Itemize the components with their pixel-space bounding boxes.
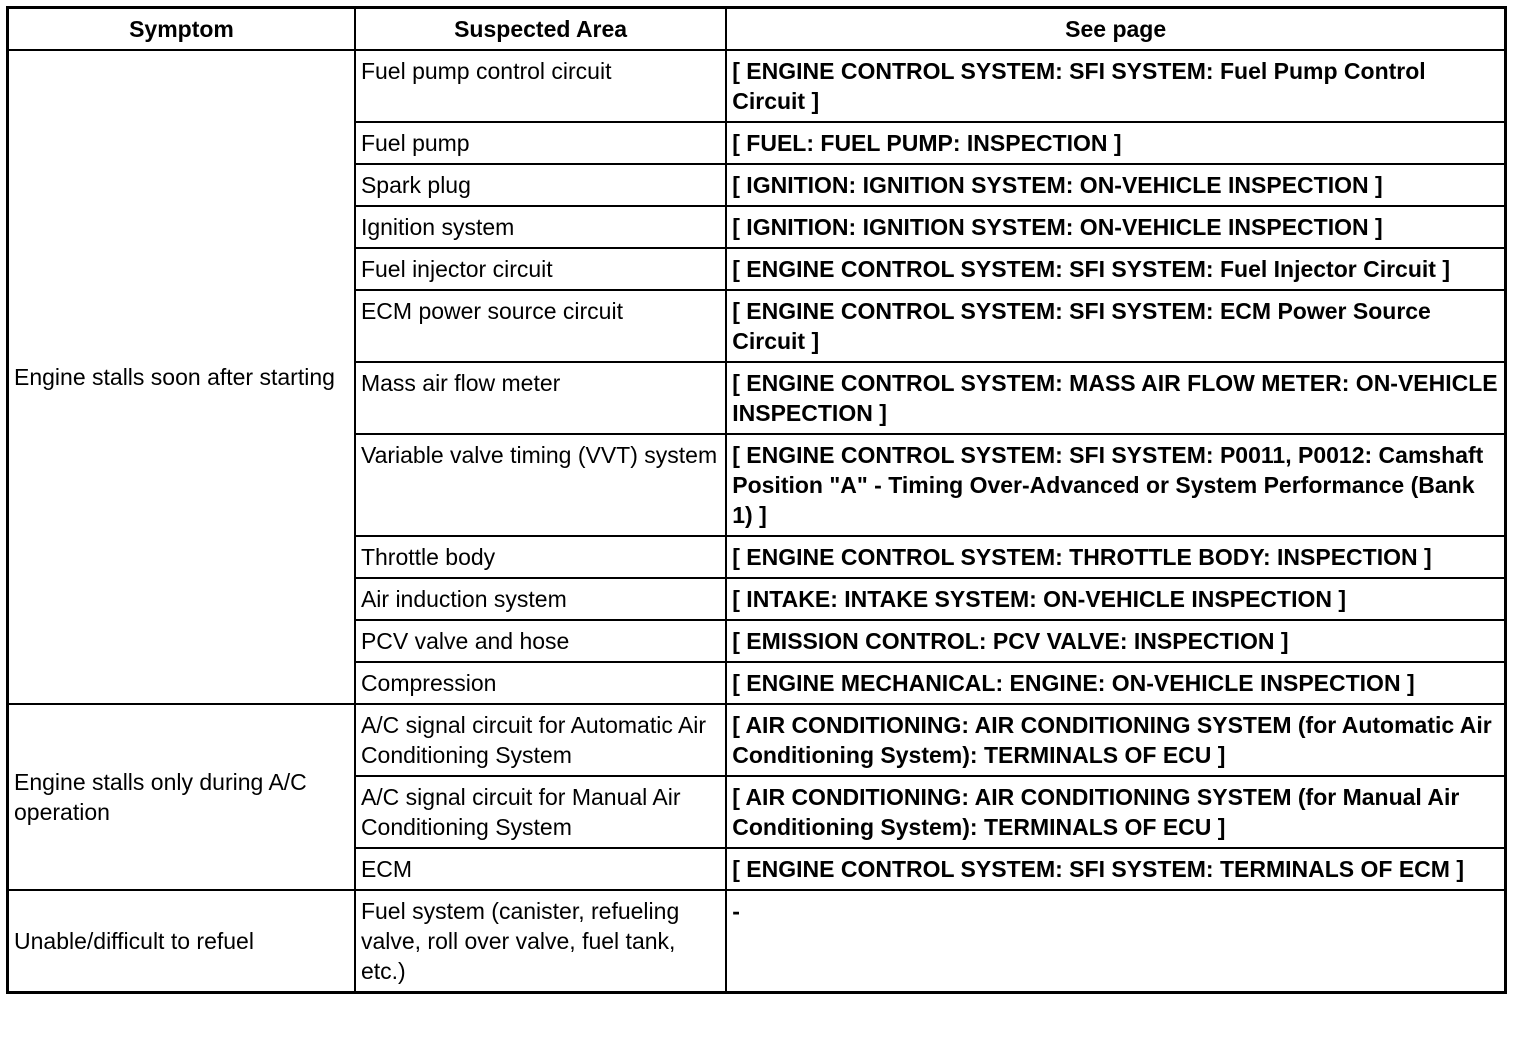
see-page-cell: [ ENGINE MECHANICAL: ENGINE: ON-VEHICLE INSPECTION ] bbox=[726, 662, 1505, 704]
see-page-cell: [ ENGINE CONTROL SYSTEM: SFI SYSTEM: Fuel Injector Circuit ] bbox=[726, 248, 1505, 290]
header-suspected-area: Suspected Area bbox=[355, 8, 726, 51]
header-symptom: Symptom bbox=[8, 8, 355, 51]
suspected-area-cell: Fuel pump control circuit bbox=[355, 50, 726, 122]
table-row bbox=[8, 890, 1506, 993]
suspected-area-cell: ECM power source circuit bbox=[355, 290, 726, 362]
suspected-area-cell: Air induction system bbox=[355, 578, 726, 620]
see-page-cell: [ ENGINE CONTROL SYSTEM: MASS AIR FLOW METER: ON-VEHICLE INSPECTION ] bbox=[726, 362, 1505, 434]
suspected-area-cell: Fuel pump bbox=[355, 122, 726, 164]
see-page-cell: [ ENGINE CONTROL SYSTEM: SFI SYSTEM: P0011, P0012: Camshaft Position "A" - Timing Over-Advanced or System Performance (Bank 1) ] bbox=[726, 434, 1505, 536]
suspected-area-cell: ECM bbox=[355, 848, 726, 890]
suspected-area-cell: A/C signal circuit for Automatic Air Conditioning System bbox=[355, 704, 726, 776]
suspected-area-cell: Compression bbox=[355, 662, 726, 704]
suspected-area-cell: Fuel system (canister, refueling valve, roll over valve, fuel tank, etc.) bbox=[355, 890, 726, 993]
suspected-area-cell: Throttle body bbox=[355, 536, 726, 578]
see-page-cell: [ ENGINE CONTROL SYSTEM: SFI SYSTEM: ECM Power Source Circuit ] bbox=[726, 290, 1505, 362]
suspected-area-cell: PCV valve and hose bbox=[355, 620, 726, 662]
see-page-cell: [ INTAKE: INTAKE SYSTEM: ON-VEHICLE INSPECTION ] bbox=[726, 578, 1505, 620]
table-row bbox=[8, 704, 1506, 776]
symptom-cell: Engine stalls soon after starting bbox=[8, 50, 355, 704]
suspected-area-cell: Ignition system bbox=[355, 206, 726, 248]
see-page-cell: [ IGNITION: IGNITION SYSTEM: ON-VEHICLE INSPECTION ] bbox=[726, 206, 1505, 248]
table-row bbox=[8, 50, 1506, 122]
see-page-cell: [ FUEL: FUEL PUMP: INSPECTION ] bbox=[726, 122, 1505, 164]
see-page-cell: [ ENGINE CONTROL SYSTEM: THROTTLE BODY: INSPECTION ] bbox=[726, 536, 1505, 578]
troubleshooting-table bbox=[6, 6, 1507, 994]
see-page-cell: [ AIR CONDITIONING: AIR CONDITIONING SYSTEM (for Automatic Air Conditioning System): TERMINALS OF ECU ] bbox=[726, 704, 1505, 776]
symptom-cell: Engine stalls only during A/C operation bbox=[8, 704, 355, 890]
see-page-cell: [ AIR CONDITIONING: AIR CONDITIONING SYSTEM (for Manual Air Conditioning System): TERMINALS OF ECU ] bbox=[726, 776, 1505, 848]
symptom-cell: Unable/difficult to refuel bbox=[8, 890, 355, 993]
see-page-cell: - bbox=[726, 890, 1505, 993]
header-row bbox=[8, 8, 1506, 51]
header-see-page: See page bbox=[726, 8, 1505, 51]
suspected-area-cell: Variable valve timing (VVT) system bbox=[355, 434, 726, 536]
see-page-cell: [ EMISSION CONTROL: PCV VALVE: INSPECTION ] bbox=[726, 620, 1505, 662]
see-page-cell: [ ENGINE CONTROL SYSTEM: SFI SYSTEM: Fuel Pump Control Circuit ] bbox=[726, 50, 1505, 122]
suspected-area-cell: A/C signal circuit for Manual Air Conditioning System bbox=[355, 776, 726, 848]
see-page-cell: [ IGNITION: IGNITION SYSTEM: ON-VEHICLE INSPECTION ] bbox=[726, 164, 1505, 206]
suspected-area-cell: Mass air flow meter bbox=[355, 362, 726, 434]
see-page-cell: [ ENGINE CONTROL SYSTEM: SFI SYSTEM: TERMINALS OF ECM ] bbox=[726, 848, 1505, 890]
suspected-area-cell: Fuel injector circuit bbox=[355, 248, 726, 290]
suspected-area-cell: Spark plug bbox=[355, 164, 726, 206]
